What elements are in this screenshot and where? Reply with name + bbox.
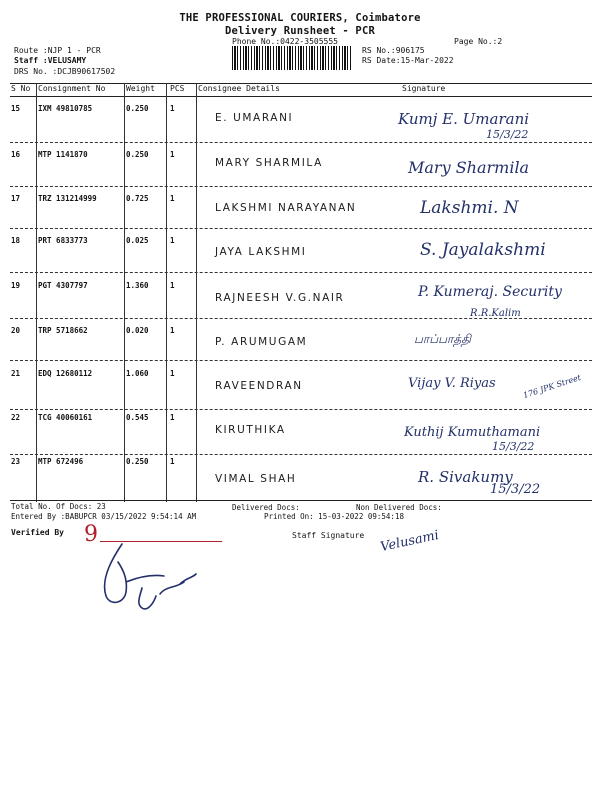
row-pcs: 1 <box>170 326 175 335</box>
verified-by-label: Verified By <box>11 528 64 537</box>
row-signature-note: R.R.Kalim <box>470 308 521 319</box>
row-sno: 19 <box>11 281 21 290</box>
row-consignment: TRZ 131214999 <box>38 194 97 203</box>
phone-number: Phone No.:0422-3505555 <box>232 37 338 46</box>
row-signature: Mary Sharmila <box>408 158 530 177</box>
row-consignment: IXM 49810785 <box>38 104 93 113</box>
drs-number: DRS No. :DCJB90617502 <box>14 67 116 76</box>
col-header-weight: Weight <box>126 84 155 93</box>
row-sno: 20 <box>11 326 21 335</box>
row-signature: Vijay V. Riyas <box>408 376 496 391</box>
column-divider <box>166 83 167 502</box>
row-weight: 0.725 <box>126 194 149 203</box>
row-separator <box>10 409 592 410</box>
row-separator <box>10 186 592 187</box>
row-sno: 22 <box>11 413 21 422</box>
row-sno: 16 <box>11 150 21 159</box>
entered-by: Entered By :BABUPCR 03/15/2022 9:54:14 AM <box>11 512 197 521</box>
row-weight: 0.250 <box>126 457 149 466</box>
row-consignee: LAKSHMI NARAYANAN <box>215 202 357 214</box>
row-consignment: EDQ 12680112 <box>38 369 93 378</box>
table-header-rule <box>10 96 592 97</box>
col-header-pcs: PCS <box>170 84 185 93</box>
table-bottom-rule <box>10 500 592 501</box>
row-consignment: PGT 4307797 <box>38 281 88 290</box>
row-consignee: E. UMARANI <box>215 112 294 124</box>
row-separator <box>10 272 592 273</box>
row-signature: S. Jayalakshmi <box>420 240 546 260</box>
verifier-signature <box>96 538 206 618</box>
row-pcs: 1 <box>170 281 175 290</box>
row-consignment: PRT 6833773 <box>38 236 88 245</box>
staff-name: Staff :VELUSAMY <box>14 56 87 65</box>
row-weight: 0.545 <box>126 413 149 422</box>
row-pcs: 1 <box>170 104 175 113</box>
row-weight: 0.020 <box>126 326 149 335</box>
row-consignee: P. ARUMUGAM <box>215 336 308 348</box>
col-header-signature: Signature <box>402 84 446 93</box>
row-signature: Lakshmi. N <box>420 198 519 218</box>
row-signature: R. Sivakumy <box>418 468 513 486</box>
row-pcs: 1 <box>170 369 175 378</box>
row-signature-address: 176 JPK Street <box>522 372 583 401</box>
row-signature: Kumj E. Umarani <box>398 110 530 128</box>
row-weight: 0.250 <box>126 104 149 113</box>
rs-number: RS No.:906175 <box>362 46 425 55</box>
delivered-docs: Delivered Docs: <box>232 503 300 512</box>
column-divider <box>36 83 37 502</box>
row-consignment: MTP 1141870 <box>38 150 88 159</box>
row-separator <box>10 318 592 319</box>
page-number: Page No.:2 <box>454 37 503 46</box>
column-divider <box>196 83 197 502</box>
row-weight: 0.025 <box>126 236 149 245</box>
row-consignee: RAVEENDRAN <box>215 380 303 392</box>
row-sno: 15 <box>11 104 21 113</box>
row-signature-date: 15/3/22 <box>490 482 541 497</box>
row-sno: 23 <box>11 457 21 466</box>
column-divider <box>124 83 125 502</box>
row-signature: P. Kumeraj. Security <box>418 284 562 300</box>
col-header-consignment: Consignment No <box>38 84 106 93</box>
row-signature: பாப்பாத்தி <box>414 332 471 346</box>
row-consignee: VIMAL SHAH <box>215 473 297 485</box>
printed-on: Printed On: 15-03-2022 09:54:18 <box>264 512 404 521</box>
row-sno: 17 <box>11 194 21 203</box>
row-consignment: TRP 5718662 <box>38 326 88 335</box>
row-separator <box>10 228 592 229</box>
row-sno: 21 <box>11 369 21 378</box>
col-header-sno: S No <box>11 84 31 93</box>
runsheet-title: THE PROFESSIONAL COURIERS, Coimbatore <box>179 12 421 24</box>
runsheet-subtitle: Delivery Runsheet - PCR <box>225 25 375 37</box>
row-separator <box>10 360 592 361</box>
row-separator <box>10 142 592 143</box>
route: Route :NJP 1 - PCR <box>14 46 101 55</box>
row-consignment: TCG 40060161 <box>38 413 93 422</box>
row-consignee: MARY SHARMILA <box>215 157 323 169</box>
row-consignment: MTP 672496 <box>38 457 84 466</box>
row-consignee: RAJNEESH V.G.NAIR <box>215 292 345 304</box>
verified-mark: 9 <box>84 522 98 547</box>
row-pcs: 1 <box>170 150 175 159</box>
row-pcs: 1 <box>170 457 175 466</box>
row-pcs: 1 <box>170 413 175 422</box>
row-separator <box>10 454 592 455</box>
row-weight: 0.250 <box>126 150 149 159</box>
staff-signature-hand: Velusami <box>379 527 441 556</box>
row-signature-date: 15/3/22 <box>486 128 529 141</box>
staff-signature-label: Staff Signature <box>292 531 365 540</box>
row-pcs: 1 <box>170 194 175 203</box>
non-delivered-docs: Non Delivered Docs: <box>356 503 442 512</box>
row-weight: 1.360 <box>126 281 149 290</box>
row-pcs: 1 <box>170 236 175 245</box>
row-consignee: KIRUTHIKA <box>215 424 286 436</box>
row-signature: Kuthij Kumuthamani <box>404 425 541 440</box>
row-consignee: JAYA LAKSHMI <box>215 246 307 258</box>
row-signature-date: 15/3/22 <box>492 440 535 453</box>
rs-date: RS Date:15-Mar-2022 <box>362 56 454 65</box>
barcode <box>232 46 352 70</box>
col-header-consignee: Consignee Details <box>198 84 280 93</box>
row-sno: 18 <box>11 236 21 245</box>
row-weight: 1.060 <box>126 369 149 378</box>
total-docs: Total No. Of Docs: 23 <box>11 502 106 511</box>
